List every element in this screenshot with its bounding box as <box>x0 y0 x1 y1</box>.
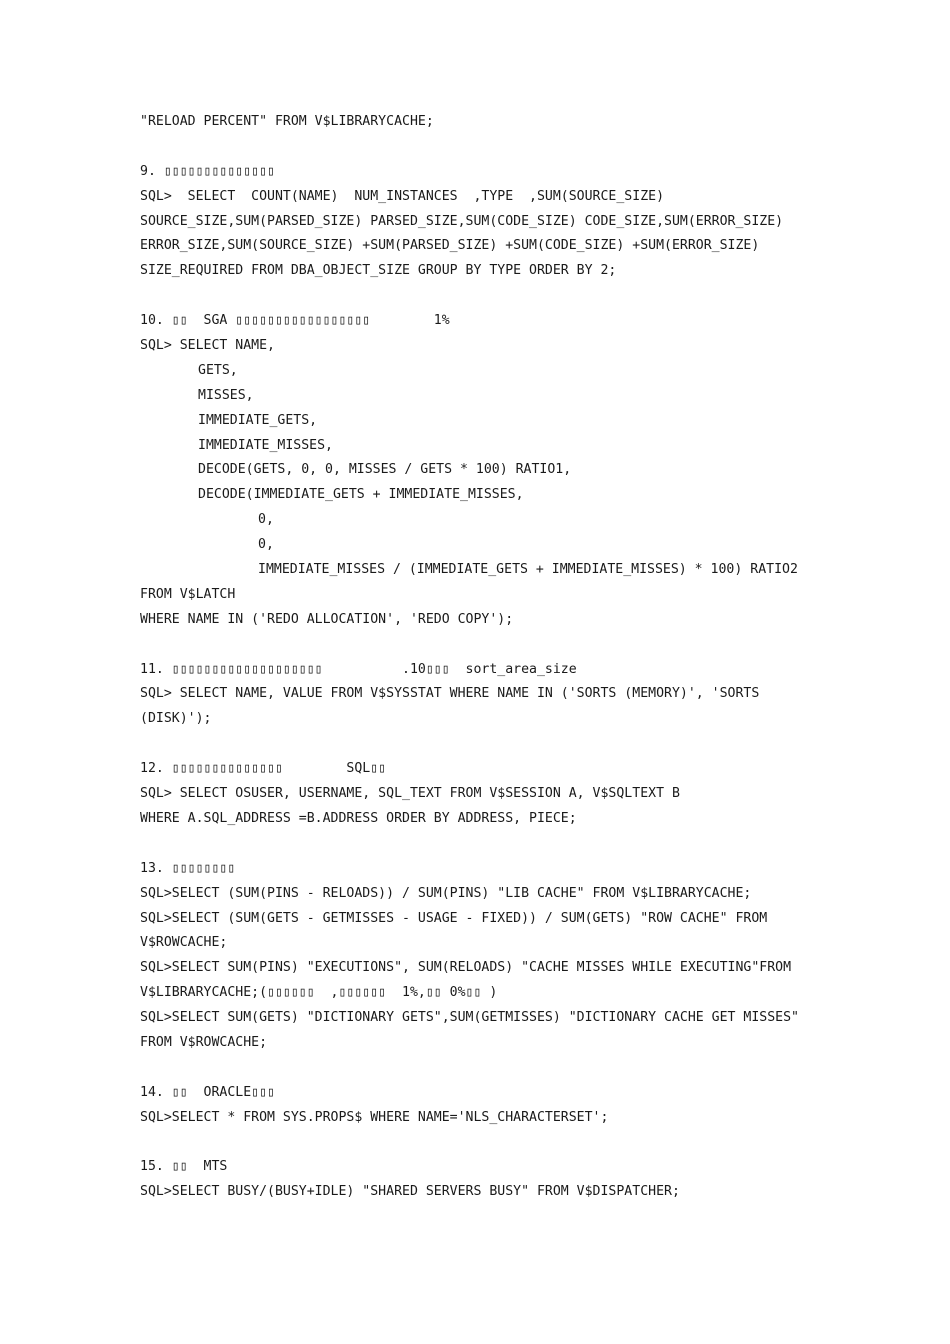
code-line: SOURCE_SIZE,SUM(PARSED_SIZE) PARSED_SIZE,SUM(CODE_SIZE) CODE_SIZE,SUM(ERROR_SIZE) <box>140 213 784 229</box>
code-line: SQL>SELECT SUM(GETS) "DICTIONARY GETS",SUM(GETMISSES) "DICTIONARY CACHE GET MISSES" <box>140 1010 799 1026</box>
code-line: ERROR_SIZE,SUM(SOURCE_SIZE) +SUM(PARSED_SIZE) +SUM(CODE_SIZE) +SUM(ERROR_SIZE) <box>140 238 760 254</box>
code-line: V$ROWCACHE; <box>140 935 228 951</box>
blank-line <box>140 633 812 658</box>
code-line: 0, <box>258 537 274 553</box>
code-line: SQL> SELECT COUNT(NAME) NUM_INSTANCES ,TYPE ,SUM(SOURCE_SIZE) <box>140 188 665 204</box>
blank-line <box>140 832 812 857</box>
section-heading-11: 11. ▯▯▯▯▯▯▯▯▯▯▯▯▯▯▯▯▯▯▯ .10▯▯▯ sort_area_size <box>140 661 577 677</box>
code-line: 0, <box>258 512 274 528</box>
code-line: (DISK)'); <box>140 711 212 727</box>
code-line: DECODE(IMMEDIATE_GETS + IMMEDIATE_MISSES, <box>198 487 524 503</box>
section-heading-9: 9. ▯▯▯▯▯▯▯▯▯▯▯▯▯▯ <box>140 163 275 179</box>
code-line: V$LIBRARYCACHE;(▯▯▯▯▯▯ ,▯▯▯▯▯▯ 1%,▯▯ 0%▯▯ ) <box>140 985 498 1001</box>
section-heading-15: 15. ▯▯ MTS <box>140 1159 228 1175</box>
code-line: WHERE A.SQL_ADDRESS =B.ADDRESS ORDER BY ADDRESS, PIECE; <box>140 810 577 826</box>
code-line: SQL> SELECT NAME, VALUE FROM V$SYSSTAT WHERE NAME IN ('SORTS (MEMORY)', 'SORTS <box>140 686 760 702</box>
code-line: IMMEDIATE_MISSES / (IMMEDIATE_GETS + IMMEDIATE_MISSES) * 100) RATIO2 <box>258 562 798 578</box>
code-line: GETS, <box>198 362 238 378</box>
code-line: SQL>SELECT SUM(PINS) "EXECUTIONS", SUM(RELOADS) "CACHE MISSES WHILE EXECUTING"FROM <box>140 960 792 976</box>
blank-line <box>140 284 812 309</box>
code-line: IMMEDIATE_MISSES, <box>198 437 333 453</box>
code-line: SIZE_REQUIRED FROM DBA_OBJECT_SIZE GROUP BY TYPE ORDER BY 2; <box>140 263 617 279</box>
code-line: SQL> SELECT OSUSER, USERNAME, SQL_TEXT FROM V$SESSION A, V$SQLTEXT B <box>140 786 680 802</box>
code-line: IMMEDIATE_GETS, <box>198 412 318 428</box>
section-heading-13: 13. ▯▯▯▯▯▯▯▯ <box>140 860 236 876</box>
code-line: SQL> SELECT NAME, <box>140 338 275 354</box>
blank-line <box>140 1056 812 1081</box>
section-heading-14: 14. ▯▯ ORACLE▯▯▯ <box>140 1084 275 1100</box>
document-page <box>140 110 812 1205</box>
code-line: FROM V$LATCH <box>140 586 236 602</box>
code-line: MISSES, <box>198 387 254 403</box>
blank-line <box>140 732 812 757</box>
blank-line <box>140 135 812 160</box>
code-line: DECODE(GETS, 0, 0, MISSES / GETS * 100) RATIO1, <box>198 462 572 478</box>
section-heading-10: 10. ▯▯ SGA ▯▯▯▯▯▯▯▯▯▯▯▯▯▯▯▯▯ 1% <box>140 313 450 329</box>
code-line: SQL>SELECT * FROM SYS.PROPS$ WHERE NAME='NLS_CHARACTERSET'; <box>140 1109 609 1125</box>
section-heading-12: 12. ▯▯▯▯▯▯▯▯▯▯▯▯▯▯ SQL▯▯ <box>140 761 387 777</box>
code-line: SQL>SELECT BUSY/(BUSY+IDLE) "SHARED SERVERS BUSY" FROM V$DISPATCHER; <box>140 1184 680 1200</box>
code-line: FROM V$ROWCACHE; <box>140 1034 268 1050</box>
code-line: SQL>SELECT (SUM(GETS - GETMISSES - USAGE - FIXED)) / SUM(GETS) "ROW CACHE" FROM <box>140 910 768 926</box>
code-line: SQL>SELECT (SUM(PINS - RELOADS)) / SUM(PINS) "LIB CACHE" FROM V$LIBRARYCACHE; <box>140 885 752 901</box>
code-line: WHERE NAME IN ('REDO ALLOCATION', 'REDO COPY'); <box>140 611 514 627</box>
blank-line <box>140 1131 812 1156</box>
text-line: "RELOAD PERCENT" FROM V$LIBRARYCACHE; <box>140 114 434 129</box>
